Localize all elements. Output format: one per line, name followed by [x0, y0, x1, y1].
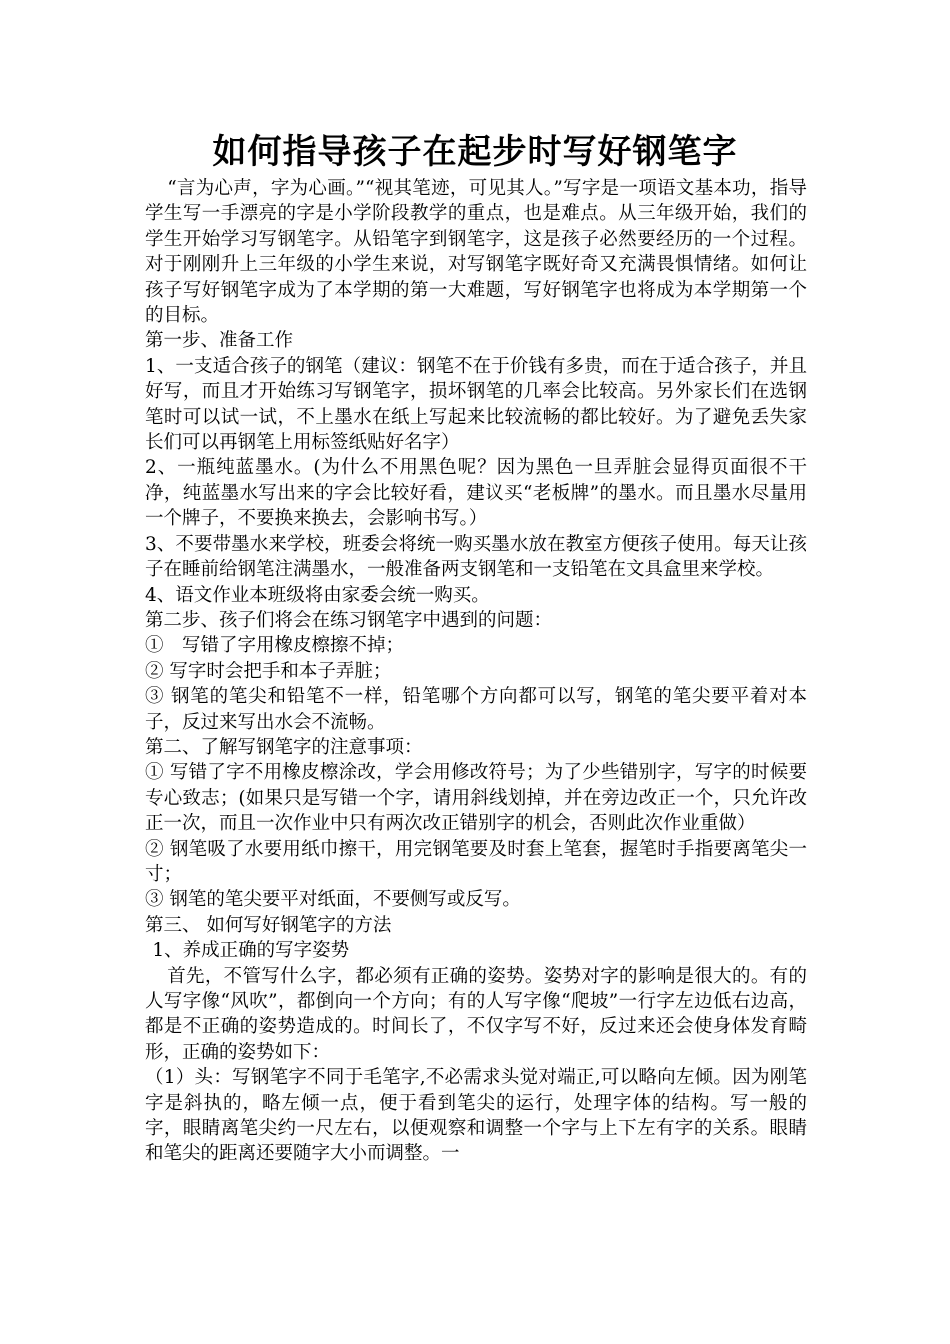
note-item-1: ① 写错了字不用橡皮檫涂改，学会用修改符号；为了少些错别字，写字的时候要专心致志；(如果只是写错一个字，请用斜线划掉，并在旁边改正一个，只允许改正一次，而且一次作业中只有两次改正错别字的机会，否则此次作业重做）	[145, 762, 807, 835]
note-item-3: ③ 钢笔的笔尖要平对纸面，不要侧写或反写。	[145, 889, 521, 911]
document-title: 如何指导孩子在起步时写好钢笔字	[212, 132, 738, 172]
section-heading-methods: 第三、 如何写好钢笔字的方法	[145, 914, 392, 936]
posture-paragraph: 首先，不管写什么字，都必须有正确的姿势。姿势对字的影响是很大的。有的人写字像“风吹”，都倒向一个方向；有的人写字像“爬坡”一行字左边低右边高，都是不正确的姿势造成的。时间长了，不仅字写不好，反过来还会使身体发育畸形，正确的姿势如下：	[145, 965, 807, 1063]
list-item-workbook: 4、语文作业本班级将由家委会统一购买。	[145, 584, 490, 606]
note-item-2: ② 钢笔吸了水要用纸巾擦干，用完钢笔要及时套上笔套，握笔时手指要离笔尖一寸；	[145, 838, 807, 885]
list-item-no-ink-to-school: 3、不要带墨水来学校，班委会将统一购买墨水放在教室方便孩子使用。每天让孩子在睡前给钢笔注满墨水，一般准备两支钢笔和一支铅笔在文具盒里来学校。	[145, 533, 807, 581]
section-heading-step-two: 第二步、孩子们将会在练习钢笔字中遇到的问题：	[145, 609, 553, 631]
intro-paragraph: “言为心声，字为心画。”“视其笔迹，可见其人。”写字是一项语文基本功，指导学生写一手漂亮的字是小学阶段教学的重点，也是难点。从三年级开始，我们的学生开始学习写钢笔字。从铅笔字到钢笔字，这是孩子必然要经历的一个过程。对于刚刚升上三年级的小学生来说，对写钢笔字既好奇又充满畏惧情绪。如何让孩子写好钢笔字成为了本学期的第一大难题，写好钢笔字也将成为本学期第一个的目标。	[145, 178, 807, 327]
list-item-pen: 1、一支适合孩子的钢笔（建议：钢笔不在于价钱有多贵，而在于适合孩子，并且好写，而且才开始练习写钢笔字，损坏钢笔的几率会比较高。另外家长们在选钢笔时可以试一试，不上墨水在纸上写起来比较流畅的都比较好。为了避免丢失家长们可以再钢笔上用标签纸贴好名字）	[145, 355, 807, 454]
sub-heading-posture: 1、养成正确的写字姿势	[152, 940, 350, 962]
problem-item-1: ① 写错了字用橡皮檫擦不掉；	[145, 635, 405, 657]
section-heading-notes: 第二、了解写钢笔字的注意事项：	[145, 736, 423, 758]
problem-item-2: ② 写字时会把手和本子弄脏；	[145, 660, 392, 682]
list-item-ink: 2、一瓶纯蓝墨水。(为什么不用黑色呢？因为黑色一旦弄脏会显得页面很不干净，纯蓝墨水写出来的字会比较好看，建议买“老板牌”的墨水。而且墨水尽量用一个牌子，不要换来换去，会影响书写。）	[145, 457, 807, 530]
document-body	[145, 176, 807, 1167]
section-heading-step-one: 第一步、准备工作	[145, 330, 294, 352]
head-posture-paragraph: （1）头：写钢笔字不同于毛笔字,不必需求头觉对端正,可以略向左倾。因为刚笔字是斜执的，略左倾一点，便于看到笔尖的运行，处理字体的结构。写一般的字，眼睛离笔尖约一尺左右，以便观察和调整一个字与上下左有字的关系。眼睛和笔尖的距离还要随字大小而调整。一	[145, 1067, 807, 1165]
problem-item-3: ③ 钢笔的笔尖和铅笔不一样，铅笔哪个方向都可以写，钢笔的笔尖要平着对本子，反过来写出水会不流畅。	[145, 686, 807, 733]
